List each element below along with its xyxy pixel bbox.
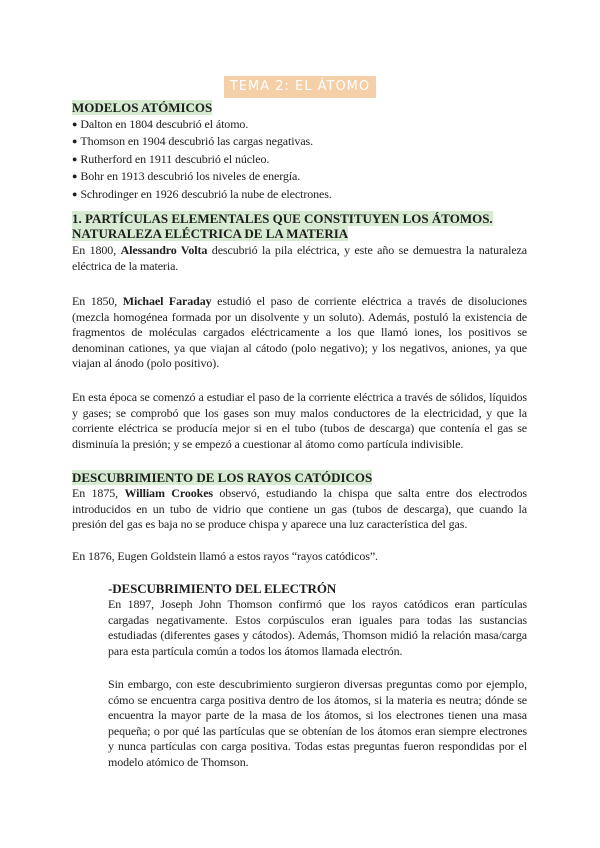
list-item: ● Bohr en 1913 descubrió los niveles de energía. [72, 168, 527, 185]
volta-paragraph: En 1800, Alessandro Volta descubrió la pila eléctrica, y este año se demuestra la naturaleza eléctrica de la materia. [72, 243, 527, 273]
electron-heading: -DESCUBRIMIENTO DEL ELECTRÓN [108, 581, 337, 596]
thomson-paragraph: En 1897, Joseph John Thomson confirmó que los rayos catódicos eran partículas cargadas negativamente. Estos corpúsculos eran iguales para todas las sustancias estudiadas (diferentes gases y cátodos). Además, Thomson midió la relación masa/carga para esta partícula común a todos los átomos llamada electrón. [108, 597, 527, 658]
particulas-heading-line2: NATURALEZA ELÉCTRICA DE LA MATERIA [72, 226, 349, 241]
rayos-heading: DESCUBRIMIENTO DE LOS RAYOS CATÓDICOS [72, 470, 373, 485]
thomson-paragraph-block [108, 597, 527, 659]
epoca-paragraph-block [72, 390, 527, 452]
crookes-paragraph: En 1875, William Crookes observó, estudiando la chispa que salta entre dos electrodos introducidos en un tubo de vidrio que contiene un gas (tubos de descarga), que cuando la presión del gas es baja no se produce chispa y aparece una luz característica del gas. [72, 486, 527, 531]
faraday-name: Michael Faraday [122, 294, 212, 308]
particulas-heading-line1: 1. PARTÍCULAS ELEMENTALES QUE CONSTITUYEN LOS ÁTOMOS. [72, 211, 493, 226]
faraday-paragraph-block [72, 294, 527, 372]
epoca-paragraph: En esta época se comenzó a estudiar el paso de la corriente eléctrica a través de sólidos, líquidos y gases; se comprobó que los gases son muy malos conductores de la electricidad, y que la corriente eléctrica se producía mejor si en el tubo (tubos de descarga) que contenía el gas se disminuía la presión; y se empezó a cuestionar al átomo como partícula indivisible. [72, 390, 527, 451]
particulas-heading [72, 211, 527, 241]
crookes-name: William Crookes [124, 486, 213, 500]
list-item: ● Schrodinger en 1926 descubrió la nube de electrones. [72, 186, 527, 203]
volta-name: Alessandro Volta [120, 243, 208, 257]
volta-paragraph-block [72, 243, 527, 274]
list-item: ● Dalton en 1804 descubrió el átomo. [72, 116, 527, 133]
list-item: ● Rutherford en 1911 descubrió el núcleo. [72, 151, 527, 168]
particulas-heading-block [72, 211, 527, 241]
goldstein-paragraph: En 1876, Eugen Goldstein llamó a estos rayos “rayos catódicos”. [72, 549, 378, 563]
rayos-heading-block [72, 470, 527, 485]
modelos-section [72, 100, 527, 203]
modelos-heading: MODELOS ATÓMICOS [72, 100, 213, 115]
crookes-paragraph-block [72, 486, 527, 533]
electron-heading-block [108, 581, 527, 596]
modelos-list [72, 116, 527, 203]
faraday-paragraph: En 1850, Michael Faraday estudió el paso de corriente eléctrica a través de disoluciones (mezcla homogénea formada por un disolvente y un soluto). Además, postuló la existencia de fragmentos de moléculas cargados eléctricamente a los que llamó iones, los positivos se denominan cationes, ya que viajan al cátodo (polo negativo); y los negativos, aniones, ya que viajan al ánodo (polo positivo). [72, 294, 527, 370]
preguntas-paragraph-block [108, 677, 527, 770]
preguntas-paragraph: Sin embargo, con este descubrimiento surgieron diversas preguntas como por ejemplo, cómo se encuentra carga positiva dentro de los átomos, si la materia es neutra; dónde se encuentra la mayor parte de la masa de los átomos, si los electrones tienen una masa pequeña; o por qué las partículas que se obtenían de los átomos eran siempre electrones y nunca partículas con carga positiva. Todas estas preguntas fueron respondidas por el modelo atómico de Thomson. [108, 677, 527, 769]
document-title: TEMA 2: EL ÁTOMO [224, 76, 376, 98]
list-item: ● Thomson en 1904 descubrió las cargas negativas. [72, 133, 527, 150]
goldstein-paragraph-block [72, 549, 527, 565]
title-container [0, 76, 600, 98]
